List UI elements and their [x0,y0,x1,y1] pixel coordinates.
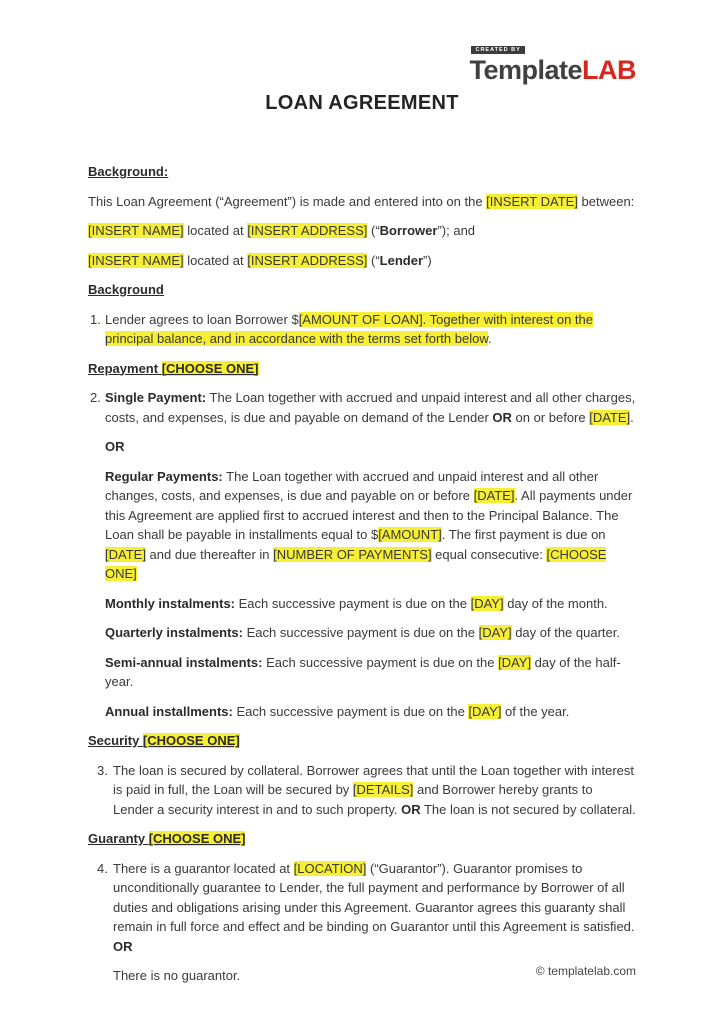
text-run: (“ [367,252,380,268]
list-item-text [105,312,593,347]
text-run: and Borrower hereby grants to Lender a security interest in and to such property. [113,782,593,817]
list-item-text [113,763,636,817]
text-run: OR [401,801,421,817]
created-by-badge: CREATED BY [471,46,524,55]
list-number: 4. [97,860,108,876]
text-run: on or before [511,409,590,425]
text-run: Background [88,282,164,297]
text-run: The Loan together with accrued and unpaid interest and all other changes, costs, and expenses, is due and payable on or before [105,468,599,503]
placeholder-field: [LOCATION] [293,860,367,876]
placeholder-field: [CHOOSE ONE] [148,831,246,846]
placeholder-field: [INSERT ADDRESS] [247,252,368,268]
placeholder-field: [NUMBER OF PAYMENTS] [273,546,432,562]
text-run: There is a guarantor located at [113,860,294,876]
text-run: Each successive payment is due on the [243,625,479,640]
text-run: ”) [423,252,432,268]
list-item [88,310,636,349]
list-item-text [113,861,635,954]
text-run: day of the quarter. [511,625,620,640]
section-heading [88,829,636,849]
placeholder-field: [INSERT ADDRESS] [247,223,368,238]
placeholder-field: [DETAILS] [352,782,414,797]
placeholder-field: [DATE] [589,409,631,425]
text-run: located at [183,223,248,238]
section-heading [88,280,636,300]
text-run: OR [113,938,133,954]
text-run: The loan is secured by collateral. Borrower agrees that until the Loan together with interest is paid in full, the Loan will be secured by [113,762,635,797]
list-item-text [105,390,635,425]
text-run: between: [577,193,635,209]
text-run: ”); and [437,223,476,238]
paragraph [88,192,636,212]
text-run: (“ [367,223,380,238]
text-run: The Loan together with accrued and unpaid interest and all other charges, costs, and expenses, is due and payable on demand of the Lender [105,390,636,425]
list-number: 2. [90,390,101,405]
placeholder-field: [CHOOSE ONE] [161,360,259,376]
logo-area [88,38,636,85]
text-run: . The first payment is due on [441,527,606,542]
text-run: (“Guarantor”). Guarantor promises to unconditionally guarantee to Lender, the full payment and performance by Borrower of all duties and obligations arising under this Agreement. Guarantor agrees this guaranty shall remain in full force and effect and be binding on Guarantor until this Agreement is satisfied. [113,860,635,934]
placeholder-field: [INSERT DATE] [486,193,578,209]
placeholder-field: [DAY] [470,595,504,611]
placeholder-field: [DAY] [478,625,512,640]
placeholder-field: [DATE] [105,546,146,562]
text-run: Security [88,733,143,748]
paragraph [105,653,636,692]
section-heading [88,162,636,182]
text-run: day of the month. [503,595,608,611]
placeholder-field: [DAY] [468,703,502,719]
list-item [88,388,636,427]
paragraph [105,623,636,643]
placeholder-field: [INSERT NAME] [88,223,184,238]
text-run: . All payments under this Agreement are applied first to accrued interest and then to the Principal Balance. The Loan shall be payable in installments equal to $ [105,488,633,542]
text-run: OR [492,409,512,425]
text-run: . [630,409,634,425]
text-run: Semi-annual instalments: [105,654,263,670]
paragraph [88,251,636,271]
text-run: Each successive payment is due on the [232,703,469,719]
document-body [88,162,636,986]
text-run: Lender agrees to loan Borrower $ [105,311,299,327]
placeholder-field: [DATE] [473,488,515,503]
placeholder-field: [CHOOSE ONE] [142,733,240,748]
text-run: Borrower [379,223,438,238]
list-item [88,859,636,957]
text-run: Regular Payments: [105,468,223,484]
text-run: of the year. [501,703,570,719]
text-run: This Loan Agreement (“Agreement”) is made and entered into on the [88,193,487,209]
text-run: located at [183,252,248,268]
paragraph [105,467,636,584]
placeholder-field: [AMOUNT OF LOAN]. Together with interest on the principal balance, and in accordance with the terms set forth below [105,311,593,346]
logo-text [469,56,636,84]
text-run: Single Payment: [105,390,207,405]
text-run: Repayment [88,360,162,376]
templatelab-logo [469,38,636,84]
placeholder-field: [INSERT NAME] [88,252,184,268]
text-run: Lender [379,252,424,268]
text-run: Each successive payment is due on the [235,595,471,611]
paragraph [88,221,636,241]
text-run: Each successive payment is due on the [262,654,499,670]
text-run: Monthly instalments: [105,595,236,611]
paragraph [105,594,636,614]
logo-brand-primary: Template [469,55,582,85]
placeholder-field: [DAY] [498,654,532,670]
placeholder-field: [CHOOSE ONE] [105,546,607,581]
page-title: LOAN AGREEMENT [265,92,459,114]
text-run: The loan is not secured by collateral. [420,801,636,817]
text-run: day of the half-year. [105,654,621,689]
text-run: Annual installments: [105,703,233,719]
list-number: 1. [90,311,101,327]
text-run: equal consecutive: [431,546,547,562]
section-heading [88,731,636,751]
paragraph [105,702,636,722]
text-run: Guaranty [88,831,149,846]
text-run: . [488,331,492,346]
logo-brand-accent: LAB [582,55,636,85]
list-number: 3. [97,762,108,778]
text-run: Quarterly instalments: [105,625,243,640]
text-run: and due thereafter in [145,546,274,562]
section-heading [88,359,636,379]
list-item [88,761,636,820]
paragraph [105,437,636,457]
placeholder-field: [AMOUNT] [378,527,442,542]
footer-credit: © templatelab.com [535,964,636,978]
text-run: OR [105,439,125,454]
text-run: Background: [88,164,169,179]
text-run: There is no guarantor. [113,968,241,983]
